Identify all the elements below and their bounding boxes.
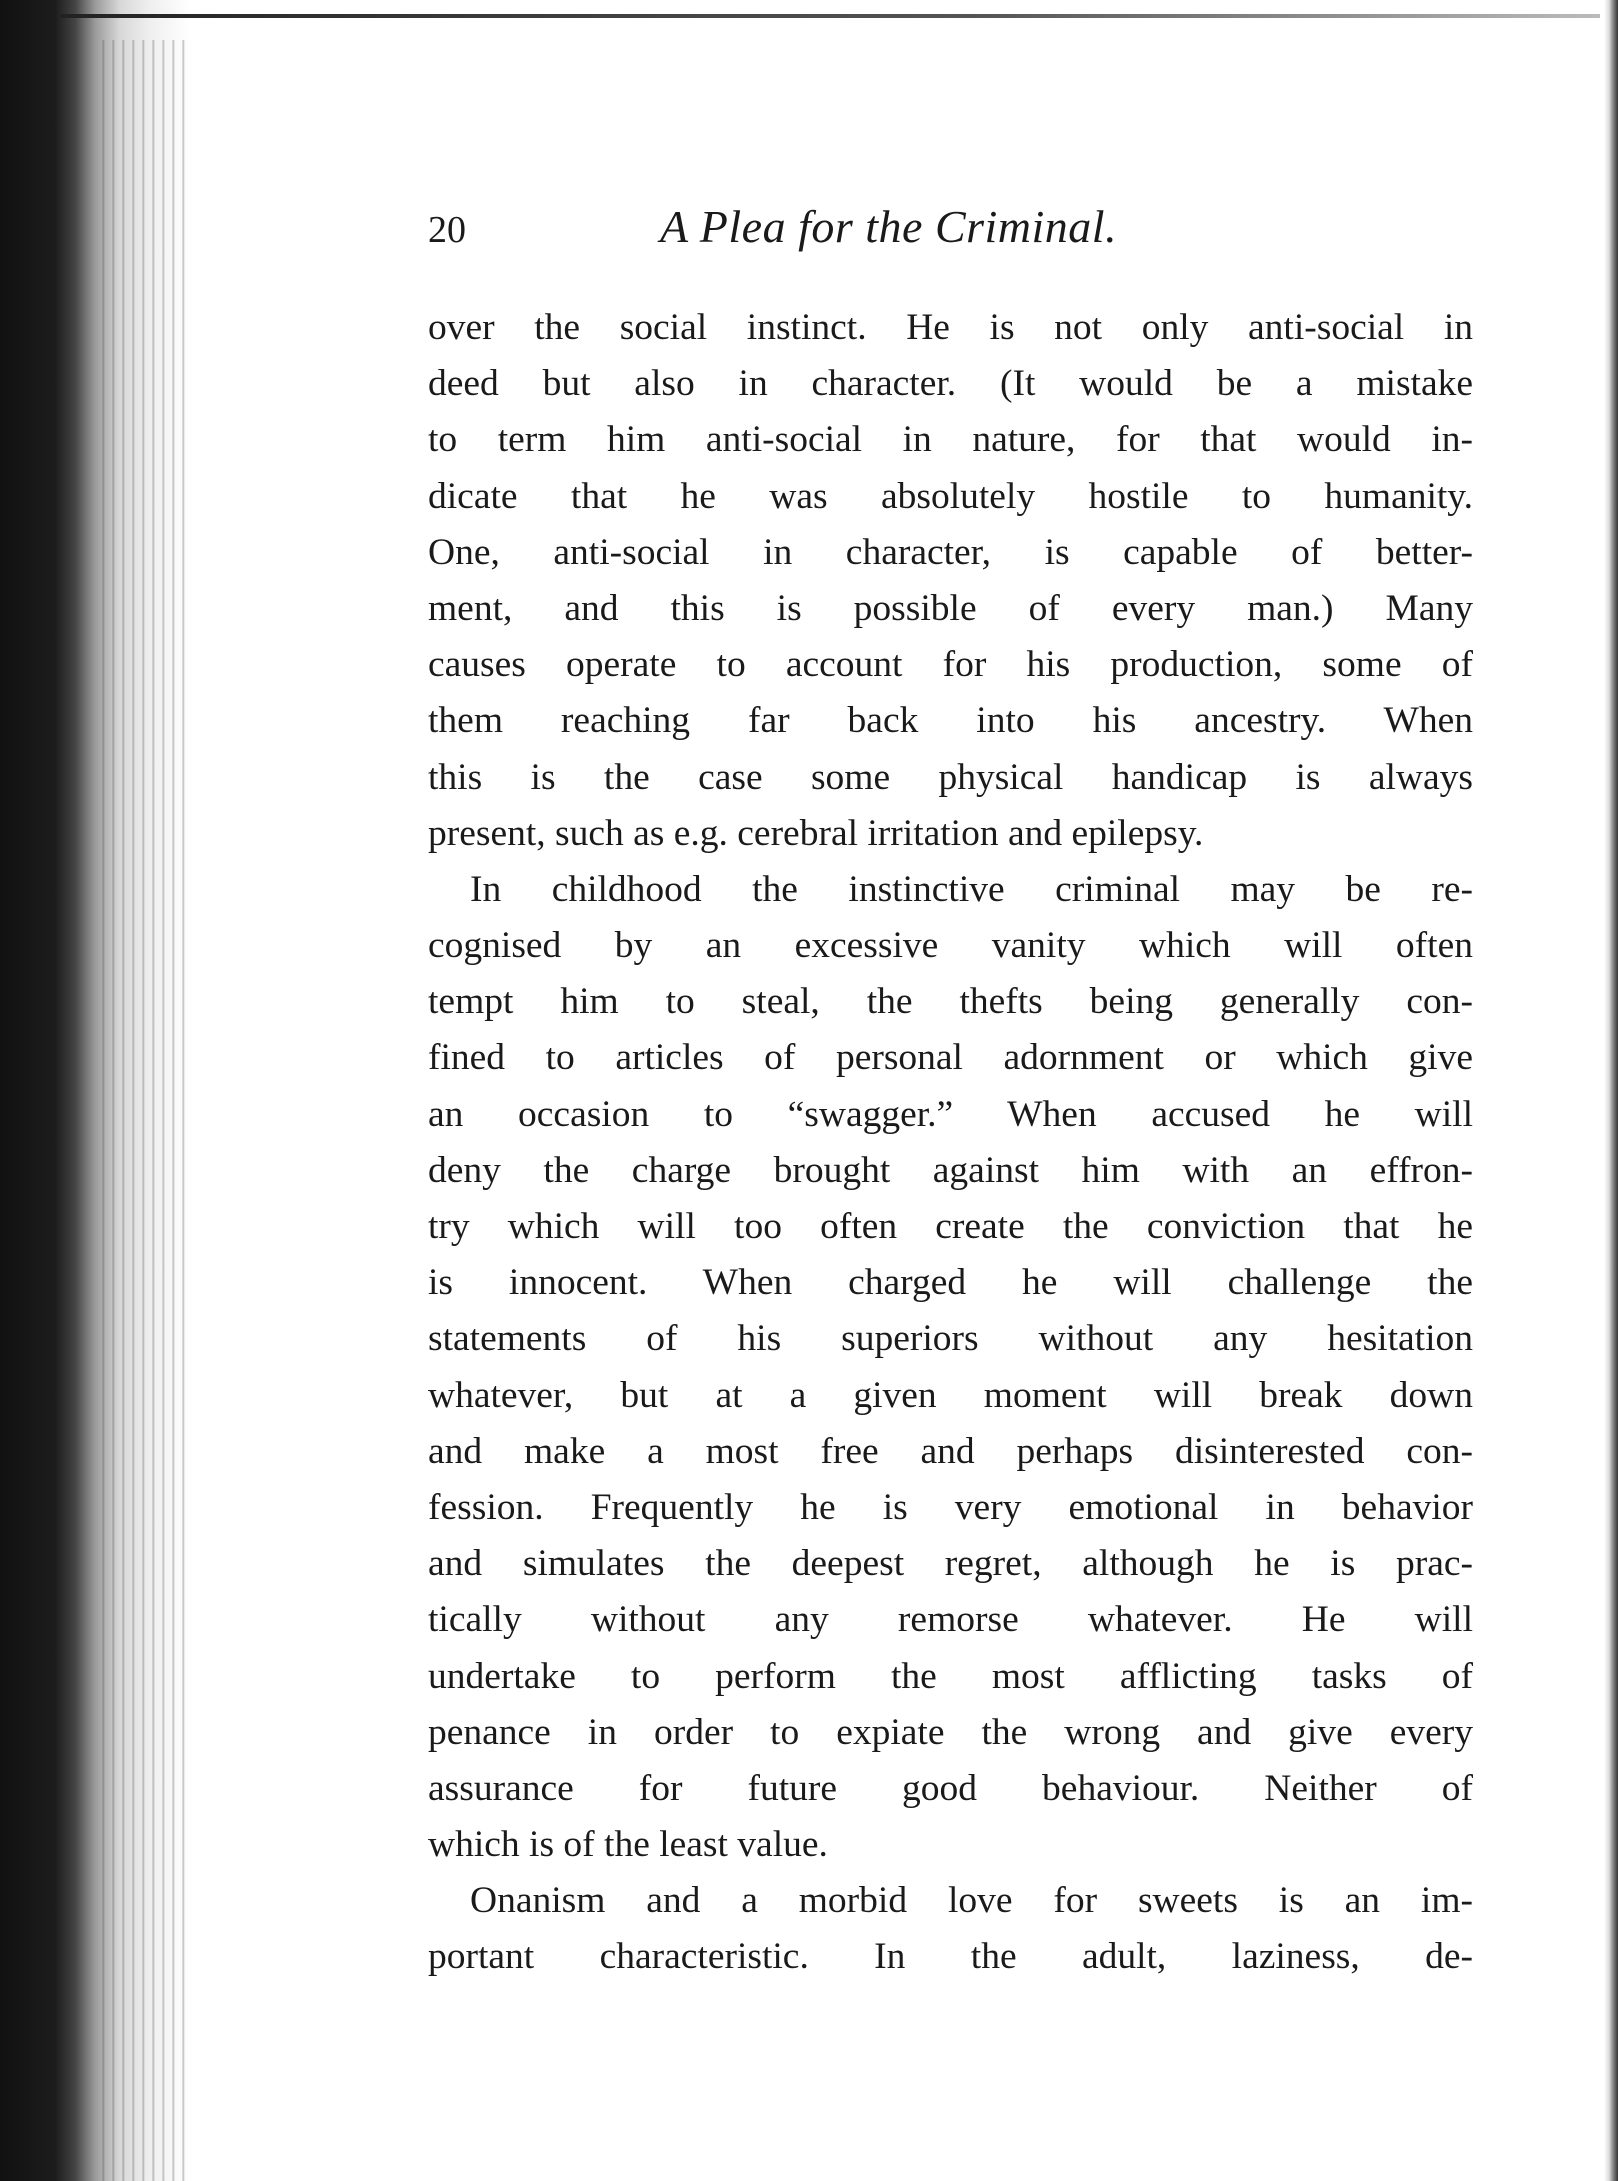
text-line: this is the case some physical handicap is always bbox=[428, 756, 1473, 798]
text-line: ment, and this is possible of every man.) Many bbox=[428, 587, 1473, 629]
text-line: causes operate to account for his production, some of bbox=[428, 644, 1473, 686]
text-line: over the social instinct. He is not only anti-social in bbox=[428, 307, 1473, 348]
text-line: cognised by an excessive vanity which will often bbox=[428, 925, 1473, 967]
page-edge-streaks bbox=[95, 40, 190, 2181]
text-line: One, anti-social in character, is capable of better- bbox=[428, 531, 1473, 573]
text-line: is innocent. When charged he will challenge the bbox=[428, 1262, 1473, 1304]
text-line: fession. Frequently he is very emotional in behavior bbox=[428, 1486, 1473, 1528]
text-line: present, such as e.g. cerebral irritation and epilepsy. bbox=[428, 812, 1204, 854]
text-line: whatever, but at a given moment will break down bbox=[428, 1374, 1473, 1416]
text-line: deed but also in character. (It would be a mistake bbox=[428, 363, 1473, 405]
text-line: assurance for future good behaviour. Neither of bbox=[428, 1767, 1473, 1809]
text-line: deny the charge brought against him with an effron- bbox=[428, 1149, 1473, 1191]
text-line: and make a most free and perhaps disinterested con- bbox=[428, 1430, 1473, 1472]
text-line: tempt him to steal, the thefts being generally con- bbox=[428, 981, 1473, 1023]
text-line: portant characteristic. In the adult, laziness, de- bbox=[428, 1936, 1473, 1978]
text-line: penance in order to expiate the wrong and give every bbox=[428, 1711, 1473, 1753]
right-page-edge bbox=[1604, 0, 1618, 2181]
text-line: to term him anti-social in nature, for that would in- bbox=[428, 419, 1473, 461]
text-line: statements of his superiors without any hesitation bbox=[428, 1318, 1473, 1360]
text-line: them reaching far back into his ancestry. When bbox=[428, 700, 1473, 742]
page-number: 20 bbox=[428, 209, 466, 251]
running-title: A Plea for the Criminal. bbox=[660, 201, 1118, 252]
top-page-edge bbox=[60, 14, 1600, 18]
text-line: try which will too often create the conviction that he bbox=[428, 1206, 1473, 1247]
text-line: In childhood the instinctive criminal may be re- bbox=[470, 868, 1473, 910]
text-line: Onanism and a morbid love for sweets is an im- bbox=[470, 1880, 1473, 1922]
text-line: dicate that he was absolutely hostile to humanity. bbox=[428, 475, 1473, 517]
text-line: undertake to perform the most afflicting tasks of bbox=[428, 1655, 1473, 1697]
text-line: fined to articles of personal adornment or which give bbox=[428, 1037, 1473, 1079]
text-line: and simulates the deepest regret, although he is prac- bbox=[428, 1543, 1473, 1585]
text-line: tically without any remorse whatever. He will bbox=[428, 1599, 1473, 1641]
text-line: an occasion to “swagger.” When accused he will bbox=[428, 1093, 1473, 1135]
body-text bbox=[428, 300, 1473, 1986]
text-line: which is of the least value. bbox=[428, 1824, 828, 1866]
